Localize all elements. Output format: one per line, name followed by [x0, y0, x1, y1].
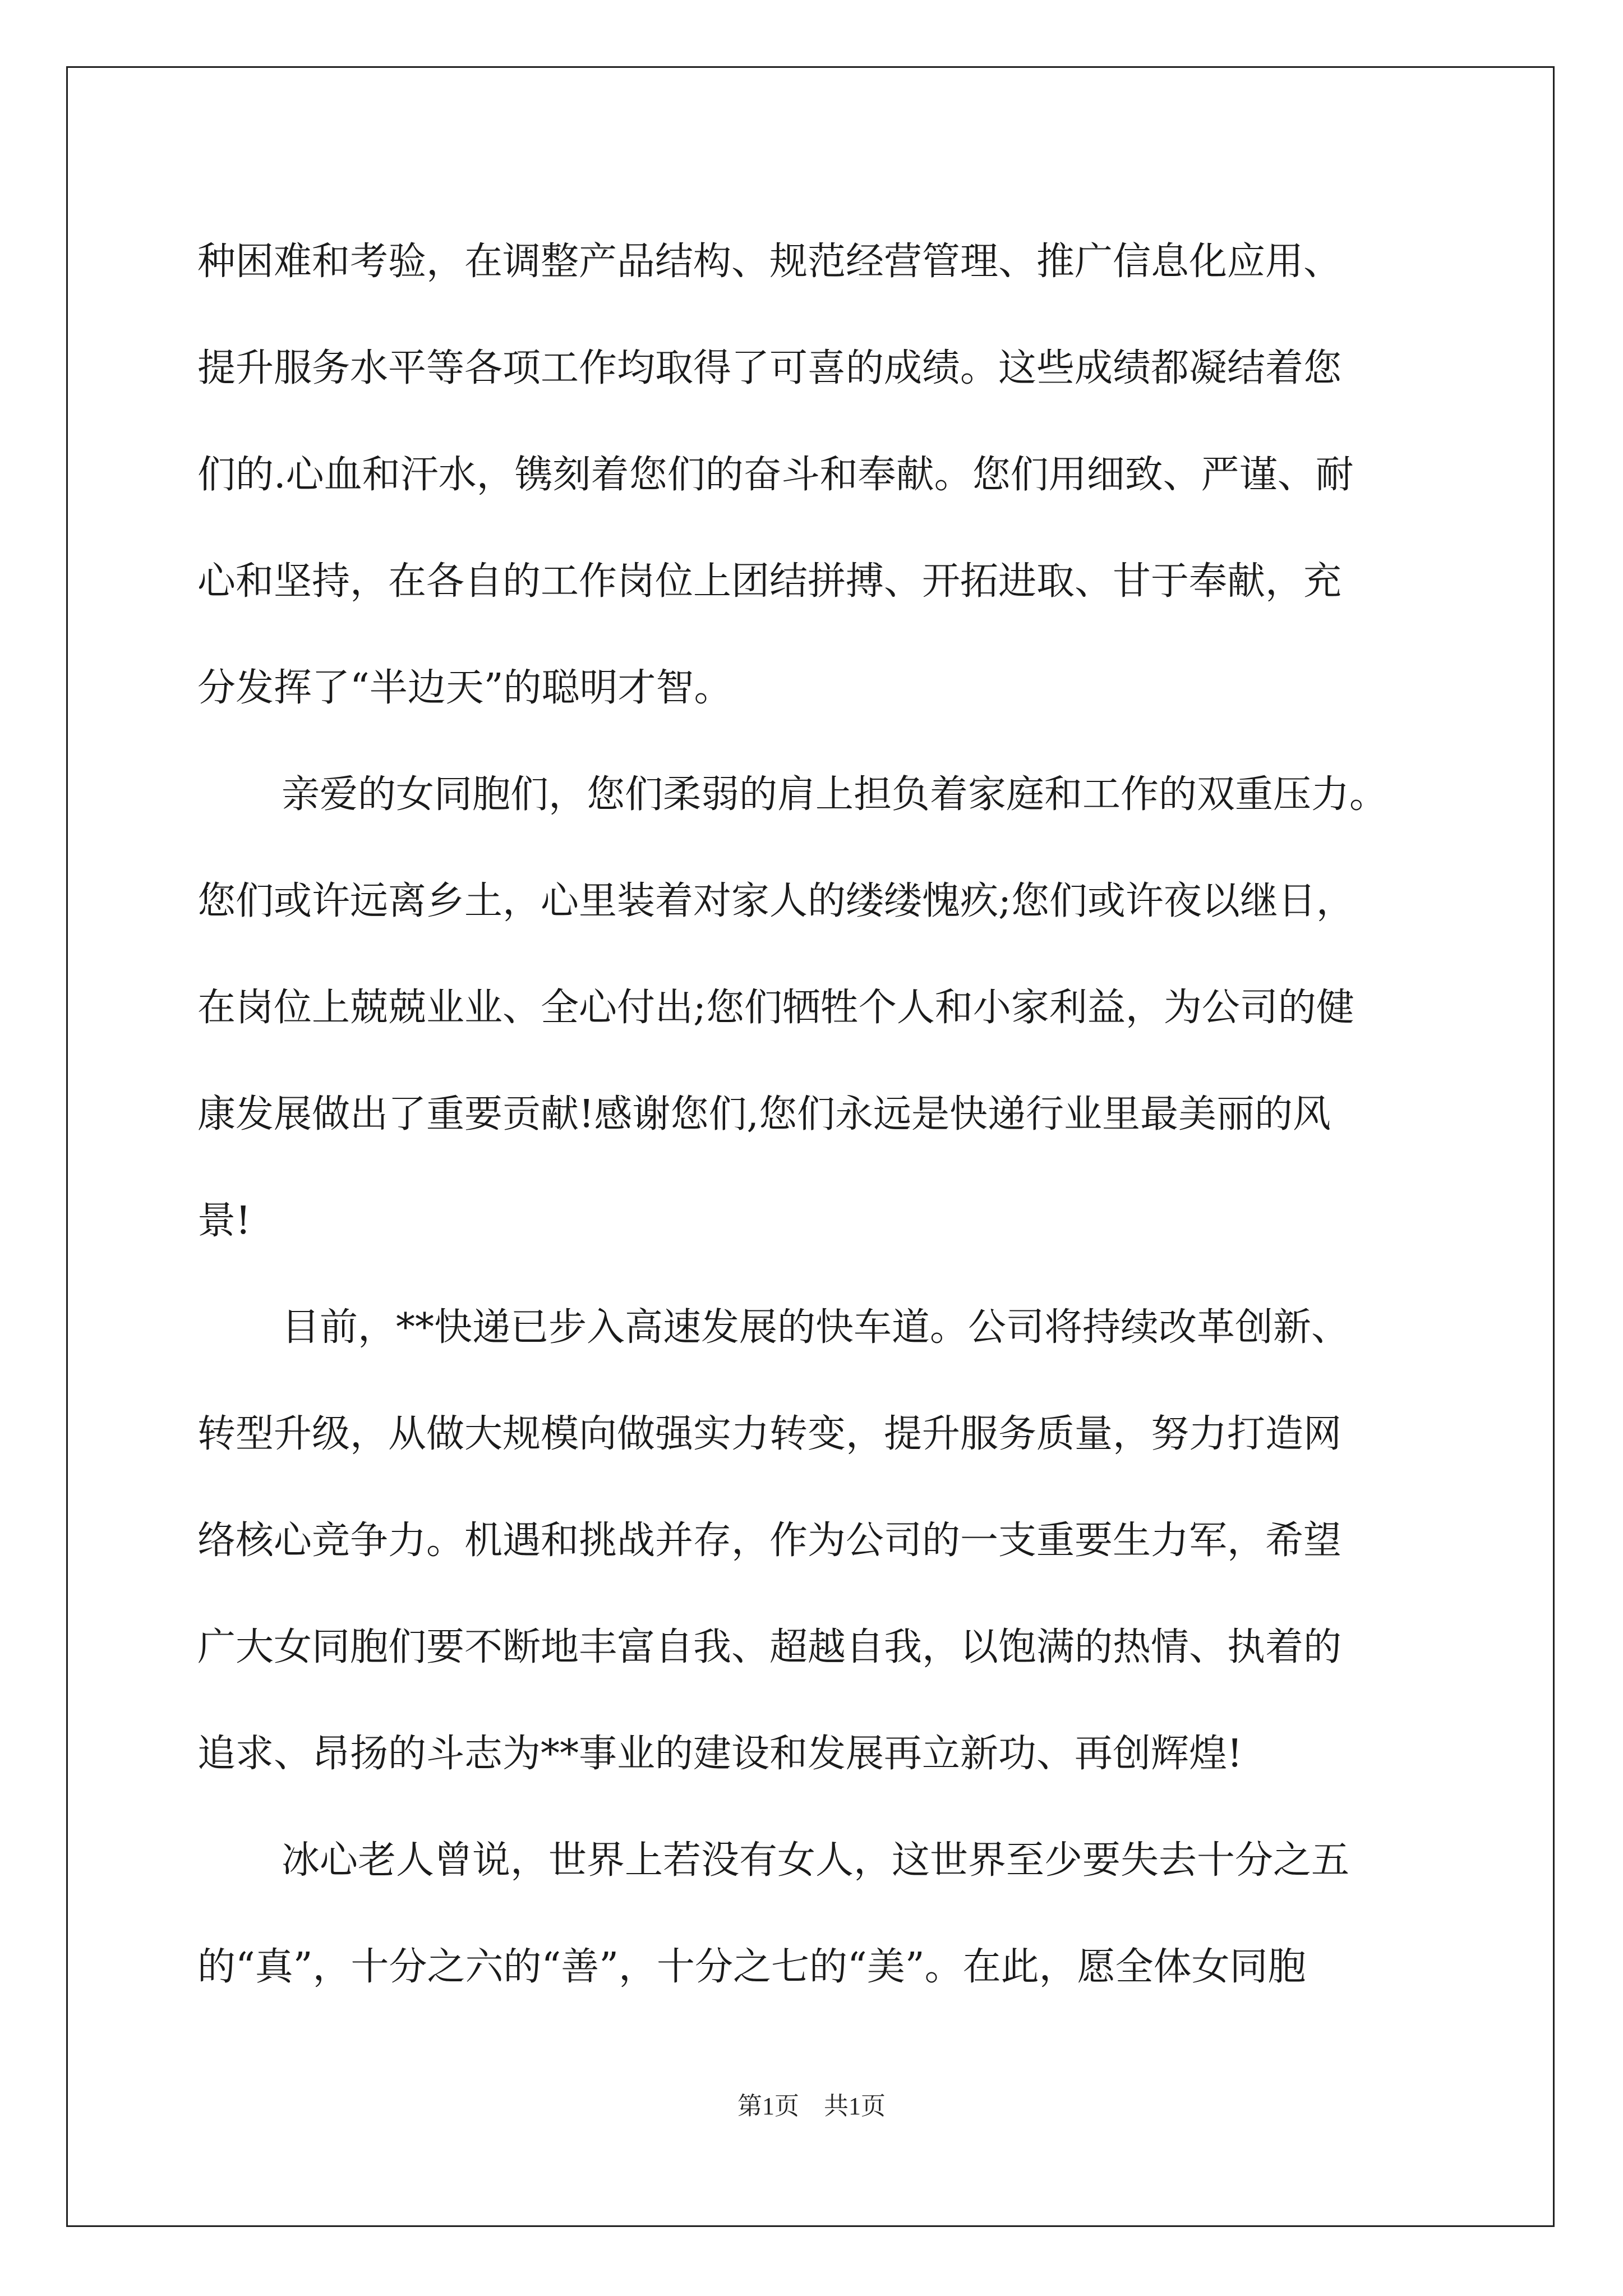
text-line-12: 转型升级，从做大规模向做强实力转变，提升服务质量，努力打造网 — [197, 1412, 1342, 1456]
page-number-footer: 第1页 共1页 — [737, 2092, 886, 2120]
text-line-5: 分发挥了“半边天”的聪明才智。 — [197, 666, 732, 710]
text-line-7: 您们或许远离乡土，心里装着对家人的缕缕愧疚;您们或许夜以继日， — [197, 879, 1354, 923]
text-line-17: 的“真”，十分之六的“善”，十分之七的“美”。在此，愿全体女同胞 — [197, 1945, 1306, 1989]
text-line-4: 心和坚持，在各自的工作岗位上团结拼搏、开拓进取、甘于奉献，充 — [197, 559, 1342, 604]
text-line-11: 目前，**快递已步入高速发展的快车道。公司将持续改革创新、 — [282, 1305, 1350, 1350]
text-line-1: 种困难和考验，在调整产品结构、规范经营管理、推广信息化应用、 — [197, 240, 1342, 284]
document-body — [197, 209, 1431, 2021]
text-line-2: 提升服务水平等各项工作均取得了可喜的成绩。这些成绩都凝结着您 — [197, 346, 1342, 390]
text-line-6: 亲爱的女同胞们，您们柔弱的肩上担负着家庭和工作的双重压力。 — [282, 772, 1388, 817]
text-line-9: 康发展做出了重要贡献!感谢您们,您们永远是快递行业里最美丽的风 — [197, 1092, 1331, 1137]
text-line-10: 景! — [197, 1199, 251, 1243]
text-line-15: 追求、昂扬的斗志为**事业的建设和发展再立新功、再创辉煌! — [197, 1732, 1243, 1776]
text-line-13: 络核心竞争力。机遇和挑战并存，作为公司的一支重要生力军，希望 — [197, 1519, 1342, 1563]
text-line-8: 在岗位上兢兢业业、全心付出;您们牺牲个人和小家利益，为公司的健 — [197, 986, 1354, 1030]
text-line-3: 们的.心血和汗水，镌刻着您们的奋斗和奉献。您们用细致、严谨、耐 — [197, 453, 1354, 497]
text-line-16: 冰心老人曾说，世界上若没有女人，这世界至少要失去十分之五 — [282, 1838, 1350, 1883]
text-line-14: 广大女同胞们要不断地丰富自我、超越自我，以饱满的热情、执着的 — [197, 1625, 1342, 1669]
